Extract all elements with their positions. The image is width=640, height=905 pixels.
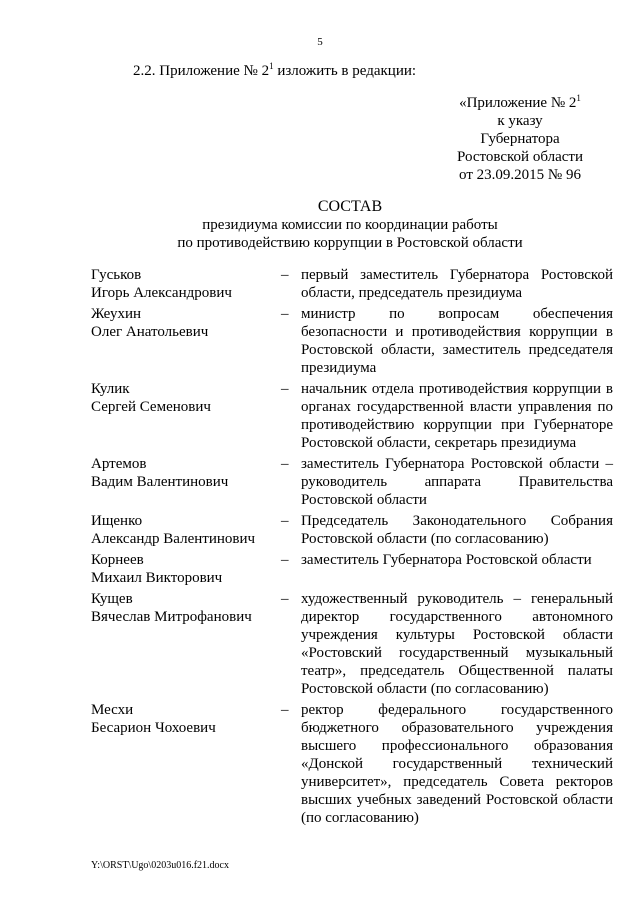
member-surname: Месхи [91, 702, 134, 718]
member-name [91, 701, 281, 827]
member-given-name: Михаил Викторович [91, 570, 223, 586]
member-surname: Артемов [91, 456, 147, 472]
stamp-line-4: Ростовской области [457, 149, 583, 165]
member-dash: – [281, 702, 289, 718]
member-given-name: Олег Анатольевич [91, 324, 209, 340]
intro-suffix: изложить в редакции: [273, 63, 417, 79]
title-heading: СОСТАВ [317, 198, 383, 215]
intro-superscript: 1 [269, 61, 274, 71]
member-name [91, 266, 281, 302]
member-name [91, 305, 281, 377]
member-given-name: Вадим Валентинович [91, 474, 229, 490]
member-row [91, 455, 613, 509]
member-role: начальник отдела противодействия коррупции в органах государственной власти управления по противодействию коррупции при Губернаторе Ростовской области, секретарь президиума [301, 381, 613, 451]
member-role: министр по вопросам обеспечения безопасности и противодействия коррупции в Ростовской области, заместитель председателя президиума [301, 306, 613, 376]
member-surname: Гуськов [91, 267, 142, 283]
member-row [91, 590, 613, 698]
member-given-name: Бесарион Чохоевич [91, 720, 216, 736]
member-surname: Корнеев [91, 552, 144, 568]
member-given-name: Вячеслав Митрофанович [91, 609, 252, 625]
member-dash: – [281, 456, 289, 472]
member-row [91, 701, 613, 827]
member-dash: – [281, 513, 289, 529]
member-dash: – [281, 552, 289, 568]
appendix-stamp [420, 94, 620, 184]
member-surname: Жеухин [91, 306, 142, 322]
member-role: первый заместитель Губернатора Ростовской области, председатель президиума [301, 267, 613, 301]
stamp-line-1-text: «Приложение № 2 [459, 95, 577, 111]
member-surname: Ищенко [91, 513, 143, 529]
intro-prefix: 2.2. Приложение № 2 [133, 63, 270, 79]
page-number: 5 [317, 36, 323, 48]
member-row [91, 551, 613, 587]
stamp-line-3: Губернатора [480, 131, 560, 147]
stamp-line-2: к указу [497, 113, 543, 129]
file-path-footer: Y:\ORST\Ugo\0203u016.f21.docx [91, 860, 229, 871]
stamp-superscript: 1 [576, 93, 581, 103]
member-role: заместитель Губернатора Ростовской области [301, 552, 592, 568]
member-role: заместитель Губернатора Ростовской области – руководитель аппарата Правительства Ростовской области [301, 456, 613, 508]
member-surname: Кущев [91, 591, 133, 607]
member-given-name: Александр Валентинович [91, 531, 256, 547]
member-dash: – [281, 591, 289, 607]
member-dash: – [281, 267, 289, 283]
stamp-line-5: от 23.09.2015 № 96 [459, 167, 581, 183]
document-title [60, 197, 640, 252]
title-line-1: президиума комиссии по координации работы [202, 217, 498, 233]
member-name [91, 590, 281, 698]
member-dash: – [281, 381, 289, 397]
member-name [91, 380, 281, 452]
stamp-line-1 [420, 94, 620, 112]
member-given-name: Сергей Семенович [91, 399, 211, 415]
member-name [91, 455, 281, 509]
member-row [91, 266, 613, 302]
member-role: художественный руководитель – генеральный директор государственного автономного учреждения культуры Ростовской области «Ростовский государственный музыкальный театр», председатель Общественной палаты Ростовской области (по согласованию) [301, 591, 613, 697]
member-dash: – [281, 306, 289, 322]
member-role: ректор федерального государственного бюджетного образовательного учреждения высшего профессионального образования «Донской государственный технический университет», председатель Совета ректоров высших учебных заведений Ростовской области (по согласованию) [301, 702, 613, 826]
member-name [91, 512, 281, 548]
member-row [91, 512, 613, 548]
title-line-2: по противодействию коррупции в Ростовской области [177, 235, 523, 251]
member-role: Председатель Законодательного Собрания Ростовской области (по согласованию) [301, 513, 613, 547]
member-given-name: Игорь Александрович [91, 285, 232, 301]
member-name [91, 551, 281, 587]
member-row [91, 380, 613, 452]
member-surname: Кулик [91, 381, 130, 397]
member-row [91, 305, 613, 377]
intro-paragraph [133, 62, 416, 80]
members-list [91, 266, 613, 830]
